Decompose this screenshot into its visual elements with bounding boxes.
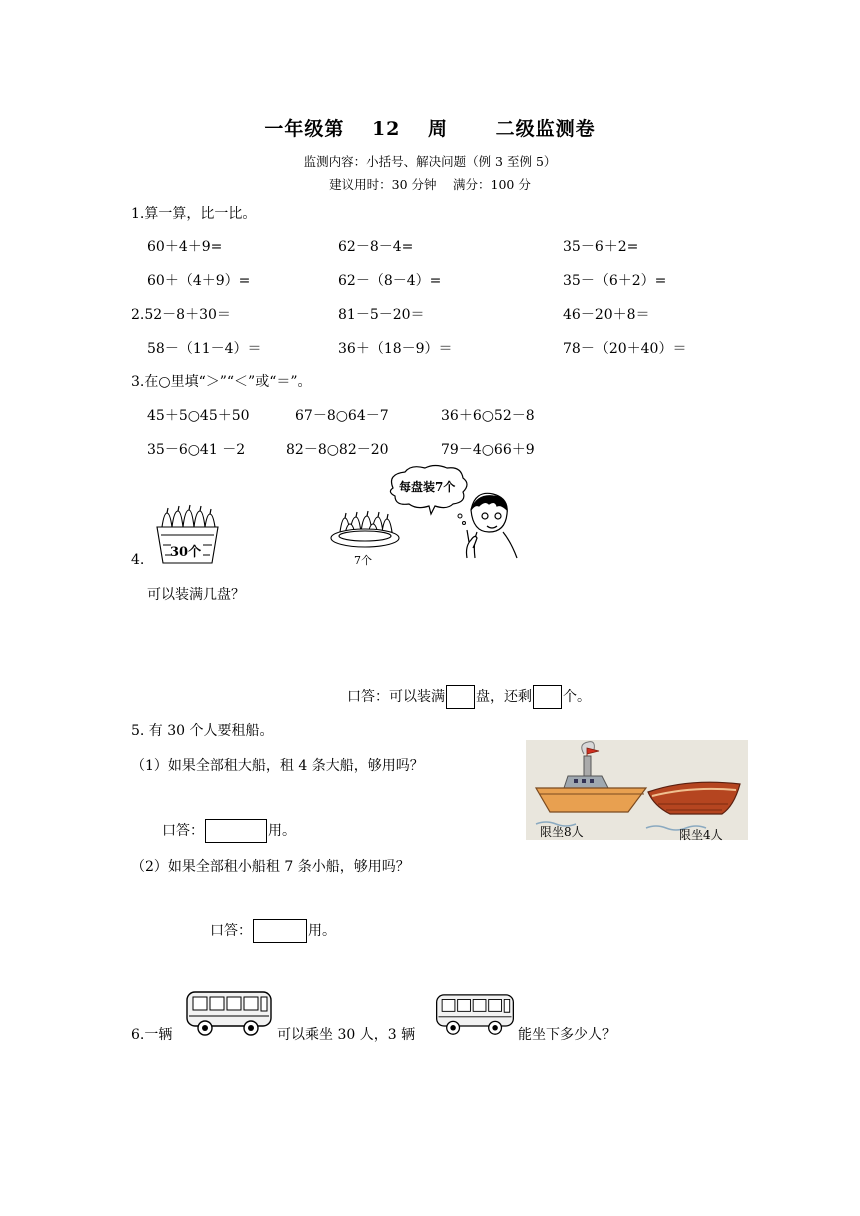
bus-icon <box>433 991 517 1039</box>
q3-compare: 45＋5○45＋50 <box>147 408 250 424</box>
q3-compare: 67－8○64－7 <box>295 408 389 424</box>
speech-text: 每盘装7个 <box>399 480 456 494</box>
q3-compare: 36＋6○52－8 <box>441 408 535 424</box>
q1-expr: 62－8－4= <box>338 239 414 255</box>
q3-compare: 82－8○82－20 <box>286 442 389 458</box>
plate-label: 7个 <box>354 554 372 567</box>
q5-label: 5. 有 30 个人要租船。 <box>131 723 274 739</box>
q2-expr: 2.52－8＋30＝ <box>131 307 231 323</box>
q5-answer1-suffix: 用。 <box>268 823 296 839</box>
q4-question: 可以装满几盘？ <box>147 587 245 603</box>
q5-answer1-prefix: 口答： <box>162 823 204 839</box>
q6-part2: 可以乘坐 30 人，3 辆 <box>277 1027 416 1043</box>
bus-icon <box>183 988 275 1040</box>
q1-expr: 62－（8－4）= <box>338 273 442 289</box>
q6-part1: 6.一辆 <box>131 1027 173 1043</box>
plates-answer-box[interactable] <box>446 685 475 709</box>
q5-part2: （2）如果全部租小船租 7 条小船，够用吗？ <box>131 859 410 875</box>
small-boat-label: 限坐4人 <box>679 828 723 842</box>
q5-answer1 <box>162 819 296 843</box>
q1-expr: 35－6＋2= <box>563 239 639 255</box>
meta-info: 建议用时：30 分钟 满分：100 分 <box>329 177 531 192</box>
q3-label: 3.在○里填“＞”“＜”或“＝”。 <box>131 374 312 390</box>
q4-answer-prefix: 口答：可以装满 <box>347 689 445 705</box>
q2-expr: 81－5－20＝ <box>338 307 425 323</box>
q4-answer-suffix: 个。 <box>563 689 591 705</box>
small-boat-answer-box[interactable] <box>253 919 307 943</box>
big-boat-answer-box[interactable] <box>205 819 267 843</box>
q1-expr: 35－（6＋2）= <box>563 273 667 289</box>
q5-answer2-prefix: 口答： <box>210 923 252 939</box>
q5-answer2-suffix: 用。 <box>308 923 336 939</box>
q1-expr: 60＋4＋9= <box>147 239 223 255</box>
q4-number: 4. <box>131 552 145 568</box>
basket-label: 30个 <box>170 545 202 560</box>
q5-answer2 <box>210 919 336 943</box>
q1-expr: 60＋（4＋9）= <box>147 273 251 289</box>
q4-answer-mid: 盘，还剩 <box>476 689 532 705</box>
q4-answer <box>347 685 591 709</box>
q3-compare: 35－6○41 －2 <box>147 442 246 458</box>
q2-expr: 78－（20＋40）＝ <box>563 341 687 357</box>
q5-part1: （1）如果全部租大船，租 4 条大船，够用吗？ <box>131 758 424 774</box>
q2-expr: 36＋（18－9）＝ <box>338 341 453 357</box>
pear-basket-illustration <box>150 505 225 570</box>
q3-compare: 79－4○66＋9 <box>441 442 535 458</box>
remainder-answer-box[interactable] <box>533 685 562 709</box>
page-title: 一年级第 12 周 二级监测卷 <box>264 118 596 140</box>
q1-label: 1.算一算，比一比。 <box>131 206 257 222</box>
q2-expr: 58－（11－4）＝ <box>147 341 262 357</box>
q2-expr: 46－20＋8＝ <box>563 307 650 323</box>
q6-part3: 能坐下多少人？ <box>518 1027 616 1043</box>
subtitle: 监测内容：小括号、解决问题（例 3 至例 5） <box>303 154 557 169</box>
big-boat-label: 限坐8人 <box>540 825 584 839</box>
